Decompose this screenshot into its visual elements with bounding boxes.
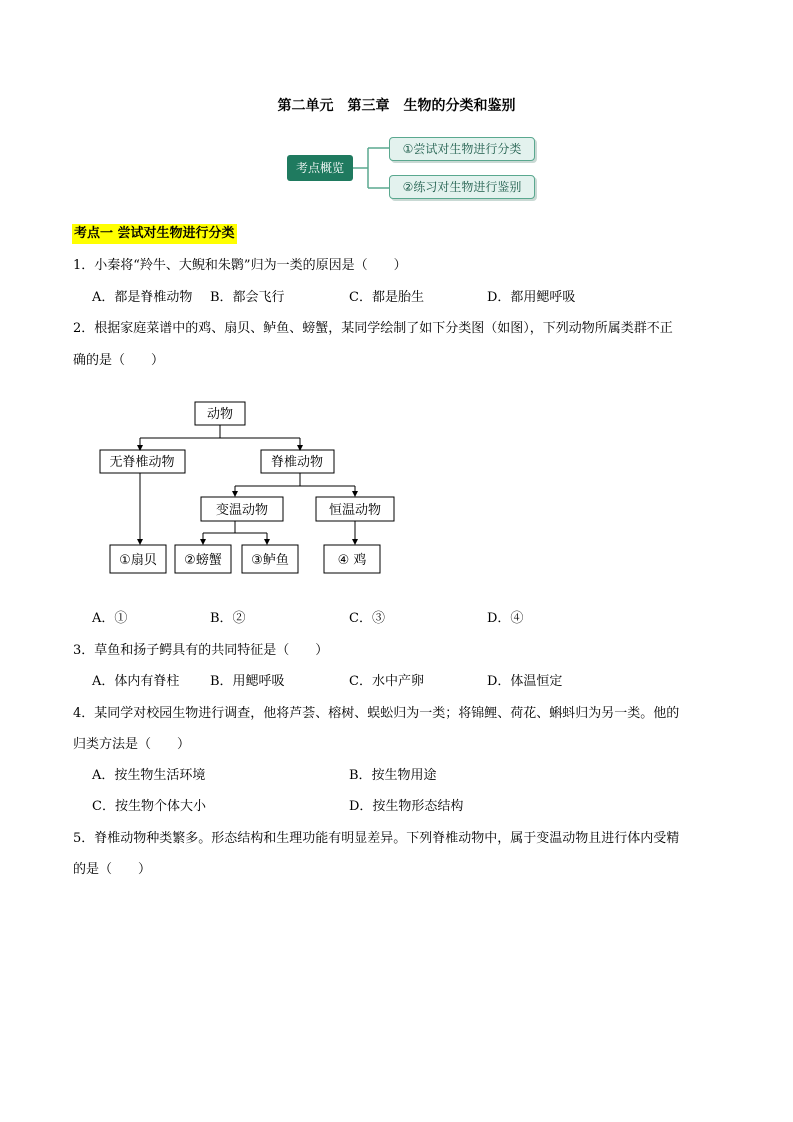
question-4-stem-line1: 4．某同学对校园生物进行调查，他将芦荟、榕树、蜈蚣归为一类；将锦鲤、荷花、蝌蚪归为另一类。他的	[73, 706, 680, 721]
tree-node-invertebrate: 无脊椎动物	[109, 455, 175, 470]
tree-leaf-crab: ②螃蟹	[184, 553, 222, 568]
q4-option-a: A．按生物生活环境	[92, 768, 206, 783]
classification-tree	[95, 395, 405, 580]
tree-leaf-perch: ③鲈鱼	[251, 553, 289, 568]
question-5-stem-line1: 5．脊椎动物种类繁多。形态结构和生理功能有明显差异。下列脊椎动物中，属于变温动物且进行体内受精	[73, 831, 680, 846]
overview-item-identify: ②练习对生物进行鉴别	[389, 175, 535, 199]
question-2-stem-line1: 2．根据家庭菜谱中的鸡、扇贝、鲈鱼、螃蟹，某同学绘制了如下分类图（如图），下列动物所属类群不正	[73, 321, 673, 336]
question-2-stem-line2: 确的是（ ）	[73, 353, 165, 368]
page-title: 第二单元 第三章 生物的分类和鉴别	[277, 98, 516, 114]
q3-option-d: D．体温恒定	[487, 674, 563, 689]
q2-option-d: D．④	[487, 611, 524, 626]
overview-label: 考点概览	[287, 155, 353, 181]
q3-option-c: C．水中产卵	[349, 674, 424, 689]
q1-option-a: A．都是脊椎动物	[92, 290, 193, 305]
q4-option-b: B．按生物用途	[349, 768, 437, 783]
question-4-stem-line2: 归类方法是（ ）	[73, 737, 191, 752]
question-3-stem: 3．草鱼和扬子鳄具有的共同特征是（ ）	[73, 643, 329, 658]
tree-leaf-scallop: ①扇贝	[119, 553, 157, 568]
tree-leaf-chicken: ④ 鸡	[337, 553, 367, 568]
q4-option-d: D．按生物形态结构	[349, 799, 464, 814]
section-heading: 考点一 尝试对生物进行分类	[72, 224, 237, 244]
overview-item-classify: ①尝试对生物进行分类	[389, 137, 535, 161]
q2-option-a: A．①	[92, 611, 128, 626]
q1-option-d: D．都用鳃呼吸	[487, 290, 576, 305]
q3-option-a: A．体内有脊柱	[92, 674, 180, 689]
tree-node-warm-blooded: 恒温动物	[328, 503, 382, 518]
q2-option-b: B．②	[210, 611, 246, 626]
tree-node-vertebrate: 脊椎动物	[270, 455, 324, 470]
tree-node-cold-blooded: 变温动物	[215, 503, 269, 518]
q4-option-c: C．按生物个体大小	[92, 799, 206, 814]
q1-option-c: C．都是胎生	[349, 290, 424, 305]
q1-option-b: B．都会飞行	[210, 290, 285, 305]
q2-option-c: C．③	[349, 611, 385, 626]
tree-node-root: 动物	[206, 407, 234, 422]
question-5-stem-line2: 的是（ ）	[73, 862, 152, 877]
question-1-stem: 1．小秦将“羚牛、大鲵和朱鹮”归为一类的原因是（ ）	[73, 258, 407, 273]
q3-option-b: B．用鳃呼吸	[210, 674, 285, 689]
